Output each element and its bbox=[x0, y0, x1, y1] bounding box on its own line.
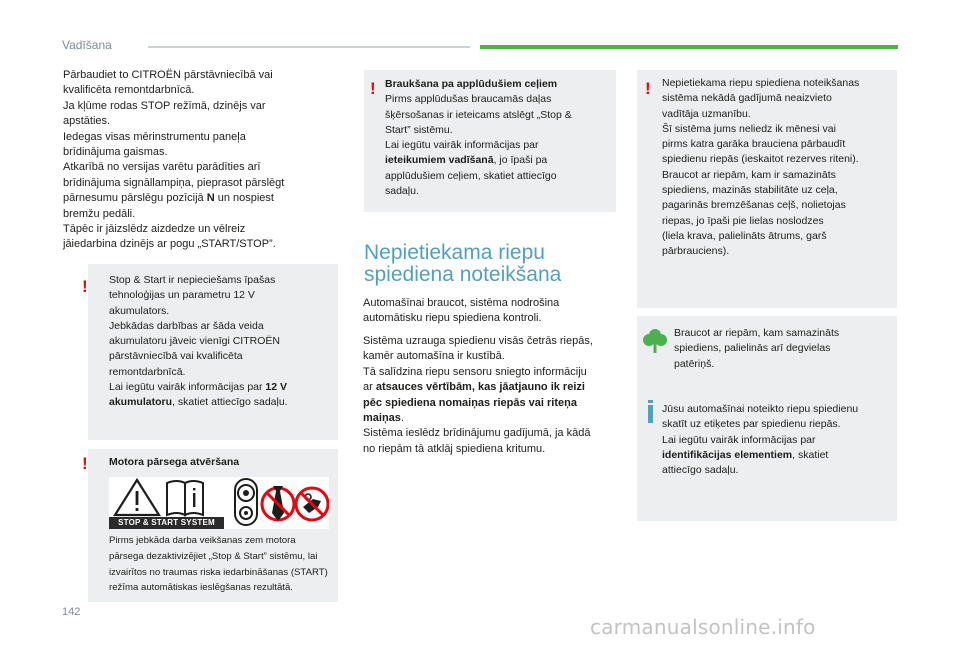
info-note-line: attiecīgo sadaļu. bbox=[662, 464, 739, 477]
warning-text-part: , jo īpaši pa bbox=[493, 154, 548, 167]
info-text-part: , skatiet bbox=[792, 448, 829, 461]
warning-line: riepas, jo īpaši pie lielas noslodzes bbox=[662, 214, 824, 227]
warning-box-detection bbox=[637, 70, 897, 308]
warning-line: pārstāvniecībā vai kvalificēta bbox=[109, 350, 243, 363]
intro-line: Pārbaudiet to CITROËN pārstāvniecībā vai bbox=[63, 69, 273, 81]
warning-line: pagarinās bremzēšanas ceļš, nolietojas bbox=[662, 199, 846, 212]
section-heading-line: spiediena noteikšana bbox=[364, 263, 562, 286]
warning-line: Nepietiekama riepu spiediena noteikšanas bbox=[662, 77, 860, 89]
warning-line: Braucot ar riepām, kam ir samazināts bbox=[662, 168, 836, 181]
warning-line: Start” sistēmu. bbox=[385, 123, 453, 136]
intro-line: bremžu pedāli. bbox=[63, 207, 136, 220]
page-number: 142 bbox=[62, 606, 81, 618]
eco-note-line: patēriņš. bbox=[674, 357, 715, 370]
warning-line: tehnoloģijas un parametru 12 V bbox=[109, 289, 255, 302]
eco-note-line: spiediens, palielinās arī degvielas bbox=[674, 342, 831, 355]
warning-line: sistēma nekādā gadījumā neaizvieto bbox=[662, 92, 832, 105]
manual-book-icon bbox=[167, 481, 203, 515]
warning-title bbox=[385, 77, 613, 92]
stop-start-pictograms bbox=[109, 477, 329, 529]
warning-text bbox=[109, 533, 339, 596]
info-icon bbox=[648, 405, 653, 423]
warning-line: pirms katra garāka brauciena pārbaudīt bbox=[662, 138, 846, 151]
paragraph-bold-part: maiņas bbox=[363, 412, 401, 425]
warning-triangle-icon bbox=[115, 480, 159, 515]
paragraph-text-part: . bbox=[400, 412, 404, 425]
warning-title: Motora pārsega atvēršana bbox=[109, 456, 240, 468]
info-note-line bbox=[662, 448, 898, 463]
warning-text bbox=[385, 77, 613, 199]
header-accent-bar bbox=[480, 45, 898, 49]
no-tie-icon bbox=[262, 486, 294, 521]
warning-line: pārsega dezaktivizējiet „Stop & Start” sistēmu, lai bbox=[109, 550, 318, 562]
engine-fan-icon bbox=[235, 479, 257, 525]
intro-line: Atkarībā no versijas varētu parādīties arī bbox=[63, 161, 261, 174]
eco-tree-icon bbox=[643, 327, 667, 355]
warning-icon: ! bbox=[645, 79, 651, 98]
info-note-line: skatīt uz etiķetes par spiedienu riepās. bbox=[662, 418, 841, 431]
warning-text-part: Lai iegūtu vairāk informācijas par bbox=[109, 381, 266, 394]
warning-box-flooded-roads bbox=[364, 70, 616, 212]
warning-bold-part: Braukšana pa applūdušiem ceļiem bbox=[385, 78, 558, 90]
gear-position-n: N bbox=[206, 192, 215, 205]
intro-line: brīdinājuma signāllampiņa, pieprasot pārslēgt bbox=[63, 176, 285, 189]
warning-line: Stop & Start ir nepieciešams īpašas bbox=[109, 274, 276, 286]
warning-text-part: , skatiet attiecīgo sadaļu. bbox=[172, 396, 288, 409]
paragraph-line: kamēr automašīna ir kustībā. bbox=[363, 350, 505, 363]
warning-text bbox=[109, 273, 334, 411]
section-paragraph bbox=[363, 334, 619, 457]
warning-line: akumulatoru jāveic vienīgi CITROËN bbox=[109, 335, 280, 348]
section-heading-line: Nepietiekama riepu bbox=[364, 241, 545, 264]
intro-text-part: pārnesumu pārslēgu pozīcijā bbox=[63, 192, 207, 205]
info-note-text bbox=[662, 402, 898, 478]
paragraph-line bbox=[363, 380, 619, 395]
eco-note-line: Braucot ar riepām, kam samazināts bbox=[674, 327, 840, 339]
intro-line: kvalificēta remontdarbnīcā. bbox=[63, 84, 195, 97]
header-divider bbox=[148, 46, 470, 48]
warning-line: sadaļu. bbox=[385, 185, 419, 198]
intro-line: brīdinājuma gaismas. bbox=[63, 146, 168, 159]
paragraph-line: Tā salīdzina riepu sensoru sniegto informāciju bbox=[363, 365, 587, 378]
eco-note-text bbox=[674, 326, 896, 372]
paragraph-bold-part: atsauces vērtībām, kas jāatjauno ik reizi bbox=[375, 381, 585, 394]
watermark: carmanualsonline.info bbox=[590, 615, 816, 639]
info-note-line: Lai iegūtu vairāk informācijas par bbox=[662, 433, 816, 446]
intro-text-part: un nospiest bbox=[214, 192, 274, 205]
section-title: Vadīšana bbox=[62, 38, 112, 52]
stop-start-system-label: STOP & START SYSTEM bbox=[109, 517, 224, 529]
warning-line: pārbrauciens). bbox=[662, 245, 730, 258]
warning-icon: ! bbox=[82, 277, 88, 296]
info-note-line: Jūsu automašīnai noteikto riepu spiedienu bbox=[662, 403, 859, 415]
warning-text bbox=[662, 76, 898, 260]
paragraph-line bbox=[363, 411, 619, 426]
paragraph-line: Automašīnai braucot, sistēma nodrošina bbox=[363, 297, 560, 309]
warning-box-battery bbox=[82, 264, 338, 440]
section-heading bbox=[364, 242, 614, 286]
paragraph-text-part: ar bbox=[363, 381, 376, 394]
warning-line: spiedienu riepās (ieskaitot rezerves riteni). bbox=[662, 153, 859, 166]
warning-line bbox=[109, 380, 334, 395]
intro-line bbox=[63, 191, 333, 206]
warning-line: šķērsošanas ir ieteicams atslēgt „Stop & bbox=[385, 108, 572, 121]
warning-line: izvairītos no traumas riska iedarbināšanas (START) bbox=[109, 566, 328, 578]
warning-line bbox=[385, 153, 613, 168]
warning-bold-part: ieteikumiem vadīšanā bbox=[385, 154, 494, 167]
paragraph-line: no riepām tā atklāj spiediena kritumu. bbox=[363, 442, 546, 455]
warning-icon: ! bbox=[82, 454, 88, 473]
intro-text bbox=[63, 68, 333, 253]
warning-line: Lai iegūtu vairāk informācijas par bbox=[385, 139, 539, 152]
warning-line: Jebkādas darbības ar šāda veida bbox=[109, 319, 264, 332]
warning-line bbox=[109, 395, 334, 410]
intro-line: jāiedarbina dzinējs ar pogu „START/STOP”. bbox=[63, 238, 276, 251]
section-paragraph bbox=[363, 296, 615, 327]
no-hand-icon bbox=[296, 488, 328, 520]
warning-bold-part: 12 V bbox=[265, 381, 288, 394]
paragraph-bold-part: pēc spiediena nomaiņas riepās vai riteņa bbox=[363, 396, 577, 409]
paragraph-line: Sistēma uzrauga spiedienu visās četrās riepās, bbox=[363, 335, 593, 347]
warning-bold-part: akumulatoru bbox=[109, 396, 173, 409]
info-bold-part: identifikācijas elementiem bbox=[662, 448, 793, 461]
paragraph-line bbox=[363, 396, 619, 411]
paragraph-line: automātisku riepu spiediena kontroli. bbox=[363, 312, 542, 325]
warning-line: applūdušiem ceļiem, skatiet attiecīgo bbox=[385, 169, 557, 182]
warning-line: Šī sistēma jums neliedz ik mēnesi vai bbox=[662, 122, 836, 135]
warning-line: Pirms applūdušas braucamās daļas bbox=[385, 93, 552, 106]
warning-line: akumulators. bbox=[109, 304, 170, 317]
intro-line: apstāties. bbox=[63, 115, 111, 128]
warning-icon: ! bbox=[370, 79, 376, 98]
intro-line: Ja kļūme rodas STOP režīmā, dzinējs var bbox=[63, 99, 266, 112]
warning-line: spiediens, mazinās stabilitāte uz ceļa, bbox=[662, 184, 838, 197]
paragraph-line: Sistēma ieslēdz brīdinājumu gadījumā, ja kādā bbox=[363, 427, 591, 440]
warning-line: remontdarbnīcā. bbox=[109, 365, 186, 378]
warning-line: vadītāja uzmanību. bbox=[662, 107, 751, 120]
warning-line: Pirms jebkāda darba veikšanas zem motora bbox=[109, 535, 296, 546]
info-note-box bbox=[637, 393, 897, 521]
warning-box-bonnet bbox=[82, 449, 338, 602]
eco-note-box bbox=[637, 316, 897, 394]
intro-line: Iedegas visas mērinstrumentu paneļa bbox=[63, 130, 246, 143]
warning-line: (liela krava, palielināts ātrums, garš bbox=[662, 229, 827, 242]
warning-line: režīma automātiskas ieslēgšanas rezultātā. bbox=[109, 582, 293, 594]
intro-line: Tāpēc ir jāizslēdz aizdedze un vēlreiz bbox=[63, 223, 246, 236]
